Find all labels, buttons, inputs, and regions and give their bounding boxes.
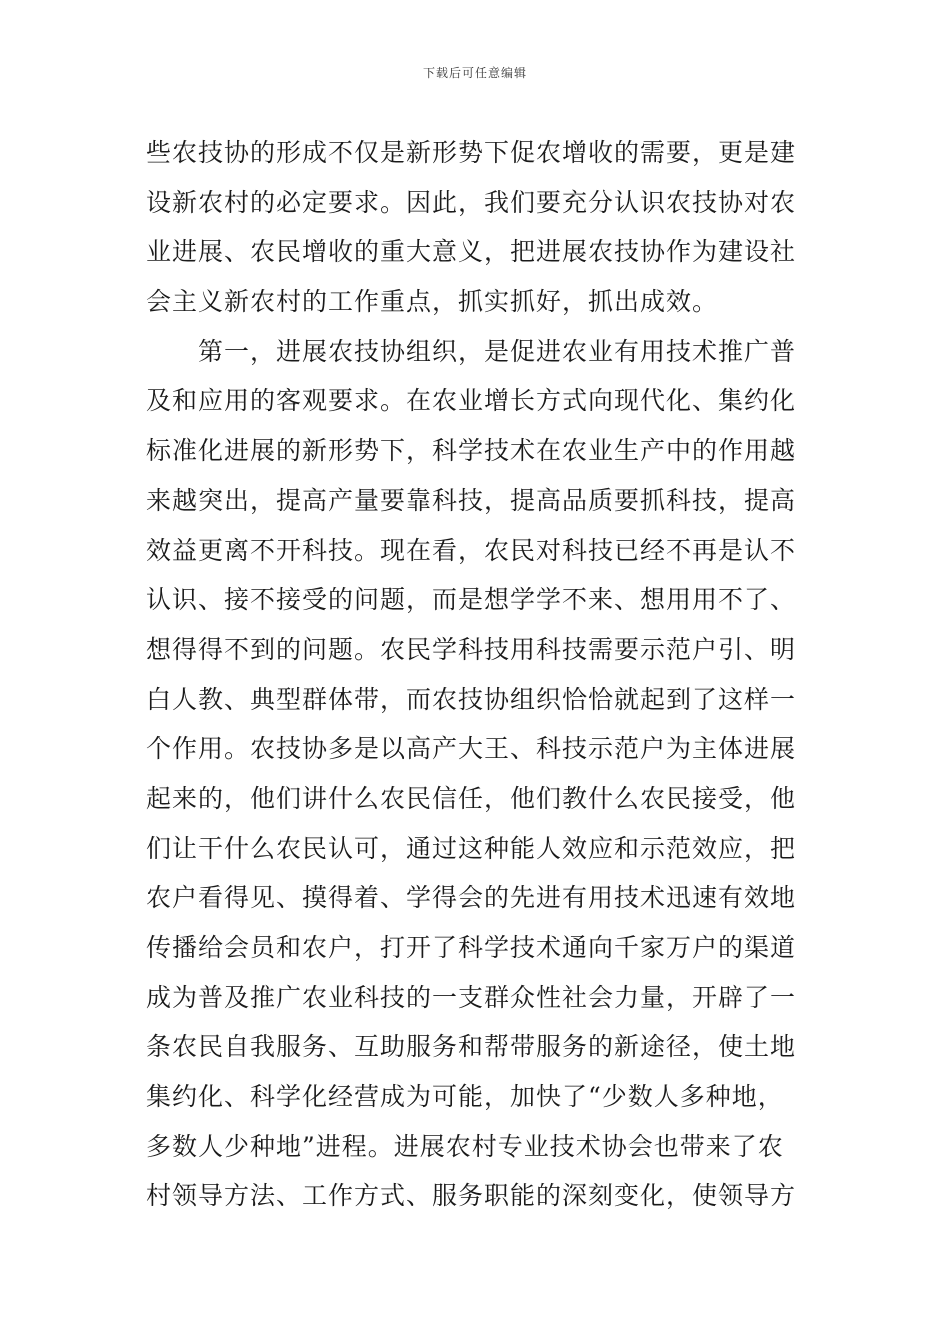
text-line: 村领导方法、工作方式、服务职能的深刻变化，使领导方: [146, 1181, 797, 1211]
text-line: 条农民自我服务、互助服务和帮带服务的新途径，使土地: [146, 1032, 797, 1062]
text-line: 多数人少种地”进程。进展农村专业技术协会也带来了农: [146, 1131, 784, 1161]
text-line: 个作用。农技协多是以高产大王、科技示范户为主体进展: [146, 734, 797, 764]
text-line: 及和应用的客观要求。在农业增长方式向现代化、集约化: [146, 386, 797, 416]
text-line: 设新农村的必定要求。因此，我们要充分认识农技协对农: [146, 187, 797, 217]
body-text: [146, 128, 816, 1221]
text-line: 第一，进展农技协组织，是促进农业有用技术推广普: [146, 336, 797, 366]
text-line: 白人教、典型群体带，而农技协组织恰恰就起到了这样一: [146, 684, 797, 714]
text-line: 成为普及推广农业科技的一支群众性社会力量，开辟了一: [146, 982, 797, 1012]
text-line: 标准化进展的新形势下，科学技术在农业生产中的作用越: [146, 436, 797, 466]
text-line: 集约化、科学化经营成为可能，加快了“少数人多种地，: [146, 1082, 784, 1112]
text-line: 传播给会员和农户，打开了科学技术通向千家万户的渠道: [146, 933, 797, 962]
text-line: 会主义新农村的工作重点，抓实抓好，抓出成效。: [146, 287, 719, 317]
text-line: 想得得不到的问题。农民学科技用科技需要示范户引、明: [146, 634, 797, 664]
text-line: 来越突出，提高产量要靠科技，提高品质要抓科技，提高: [146, 485, 797, 515]
text-line: 些农技协的形成不仅是新形势下促农增收的需要，更是建: [146, 138, 797, 167]
text-line: 业进展、农民增收的重大意义，把进展农技协作为建设社: [146, 237, 797, 267]
header-note: 下载后可任意编辑: [422, 66, 527, 80]
text-line: 起来的，他们讲什么农民信任，他们教什么农民接受，他: [146, 783, 797, 813]
text-line: 们让干什么农民认可，通过这种能人效应和示范效应，把: [146, 833, 797, 863]
text-line: 农户看得见、摸得着、学得会的先进有用技术迅速有效地: [146, 883, 797, 913]
text-line: 效益更离不开科技。现在看，农民对科技已经不再是认不: [146, 535, 797, 565]
text-line: 认识、接不接受的问题，而是想学学不来、想用用不了、: [146, 585, 797, 615]
